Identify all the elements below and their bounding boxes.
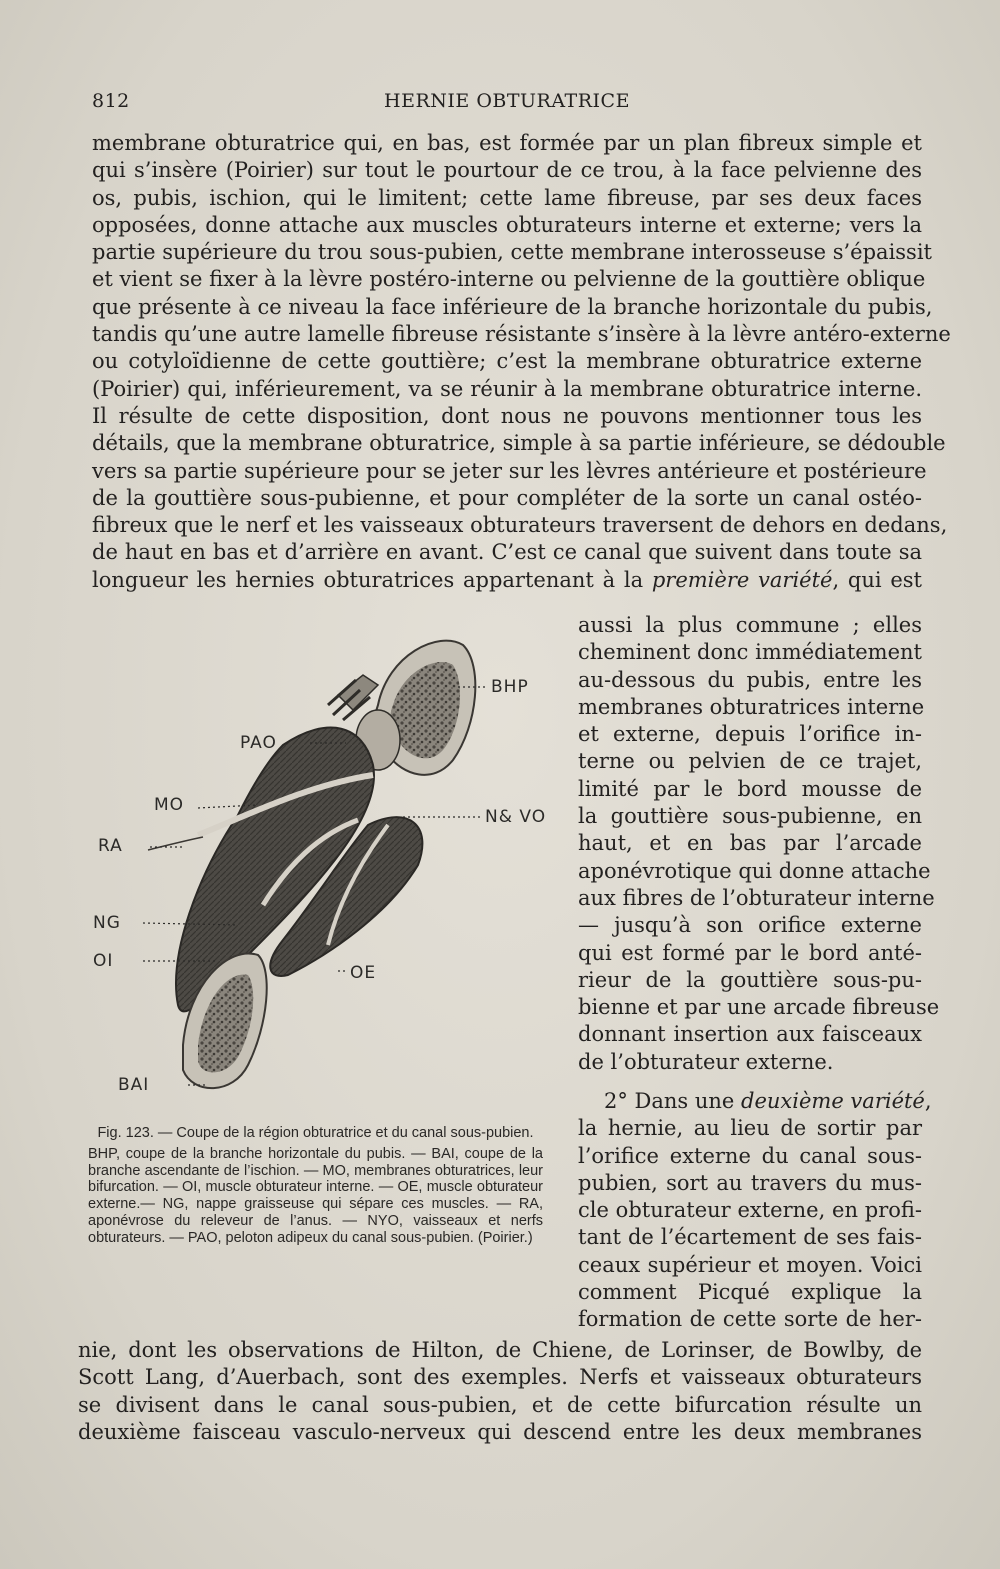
text-segment: 2° Dans une <box>604 1089 742 1113</box>
italic-term: première variété <box>651 567 833 592</box>
text-line: opposées, donne attache aux muscles obturateurs interne et externe; vers la <box>92 212 922 237</box>
label-ra: RA <box>98 836 123 856</box>
text-line: terne ou pelvien de ce trajet, <box>578 749 922 774</box>
text-line: et vient se fixer à la lèvre postéro-interne ou pelvienne de la gouttière oblique <box>92 267 926 292</box>
paragraph-4 <box>78 1337 922 1446</box>
text-line: de la gouttière sous-pubienne, et pour compléter de la sorte un canal ostéo- <box>92 485 922 510</box>
paragraph-3 <box>578 1088 932 1334</box>
text-line: tant de l’écartement de ses fais- <box>578 1225 922 1250</box>
text-line: au-dessous du pubis, entre les <box>578 667 922 692</box>
text-line: ceaux supérieur et moyen. Voici <box>578 1252 922 1277</box>
text-line: — jusqu’à son orifice externe <box>578 913 922 938</box>
text-line: ou cotyloïdienne de cette gouttière; c’est la membrane obturatrice externe <box>92 349 922 374</box>
text-segment: , <box>924 1089 932 1113</box>
paragraph-2 <box>578 612 940 1076</box>
figure-caption <box>88 1125 543 1247</box>
text-line: cle obturateur externe, en profi- <box>578 1198 922 1223</box>
text-line: rieur de la gouttière sous-pu- <box>578 967 922 992</box>
text-line: membrane obturatrice qui, en bas, est formée par un plan fibreux simple et <box>92 131 922 155</box>
text-line: limité par le bord mousse de <box>578 776 922 801</box>
label-ng: NG <box>93 913 121 933</box>
text-line: partie supérieure du trou sous-pubien, cette membrane interosseuse s’épaissit <box>92 240 932 265</box>
text-line: comment Picqué explique la <box>578 1280 922 1305</box>
text-line: nie, dont les observations de Hilton, de Chiene, de Lorinser, de Bowlby, de <box>78 1338 922 1362</box>
label-oe: OE <box>350 963 377 983</box>
text-segment: , qui est <box>832 567 922 592</box>
label-bhp: BHP <box>491 677 529 697</box>
text-line: se divisent dans le canal sous-pubien, et de cette bifurcation résulte un <box>78 1392 922 1417</box>
text-line: formation de cette sorte de her- <box>578 1307 922 1332</box>
label-oi: OI <box>93 951 114 971</box>
text-line: fibreux que le nerf et les vaisseaux obturateurs traversent de dehors en dedans, <box>92 513 948 538</box>
text-line: qui est formé par le bord anté- <box>578 940 922 965</box>
text-line: donnant insertion aux faisceaux <box>578 1022 922 1047</box>
text-line: aussi la plus commune ; elles <box>578 613 922 637</box>
text-line: pubien, sort au travers du mus- <box>578 1170 922 1195</box>
text-line: vers sa partie supérieure pour se jeter sur les lèvres antérieure et postérieure <box>92 458 927 483</box>
text-line: qui s’insère (Poirier) sur tout le pourtour de ce trou, à la face pelvienne des <box>92 158 922 183</box>
text-line: de l’obturateur externe. <box>578 1049 834 1074</box>
text-line: la gouttière sous-pubienne, en <box>578 804 922 829</box>
text-line: Scott Lang, d’Auerbach, sont des exemples. Nerfs et vaisseaux obturateurs <box>78 1365 922 1390</box>
caption-legend: BHP, coupe de la branche horizontale du pubis. — BAI, coupe de la branche ascendante de l’ischion. — MO, membranes obturatrices, leur bifurcation. — OI, muscle obturateur interne. — OE, muscle obturateur externe.— NG, nappe graisseuse qui sépare ces muscles. — RA, aponévrose du releveur de l’anus. — NYO, vaisseaux et nerfs obturateurs. — PAO, peloton adipeux du canal sous-pubien. (Poirier.) <box>88 1145 543 1246</box>
label-pao: PAO <box>240 733 277 753</box>
label-nvo: N& VO <box>485 807 547 827</box>
text-line: de haut en bas et d’arrière en avant. C’est ce canal que suivent dans toute sa <box>92 540 922 565</box>
text-line: tandis qu’une autre lamelle fibreuse résistante s’insère à la lèvre antéro-externe <box>92 322 951 347</box>
page-number: 812 <box>92 90 130 112</box>
text-line: bienne et par une arcade fibreuse <box>578 995 940 1020</box>
text-line: la hernie, au lieu de sortir par <box>578 1116 922 1141</box>
running-header <box>92 90 922 120</box>
paragraph-1 <box>92 130 951 610</box>
text-line: et externe, depuis l’orifice in- <box>578 722 922 747</box>
text-line: l’orifice externe du canal sous- <box>578 1143 922 1168</box>
text-segment: longueur les hernies obturatrices appartenant à la <box>92 567 652 592</box>
text-line-first <box>578 1088 932 1115</box>
running-title: HERNIE OBTURATRICE <box>384 90 630 112</box>
text-line-last <box>92 567 922 594</box>
italic-term: deuxième variété <box>741 1089 925 1113</box>
text-line: deuxième faisceau vasculo-nerveux qui descend entre les deux membranes <box>78 1419 922 1444</box>
anatomical-figure <box>88 625 558 1125</box>
text-line: aux fibres de l’obturateur interne <box>578 885 935 910</box>
figure-drawing <box>88 625 558 1125</box>
text-line: que présente à ce niveau la face inférieure de la branche horizontale du pubis, <box>92 294 933 319</box>
text-line: membranes obturatrices interne <box>578 694 925 719</box>
caption-title: Fig. 123. — Coupe de la région obturatrice et du canal sous-pubien. <box>97 1125 534 1141</box>
text-line: os, pubis, ischion, qui le limitent; cette lame fibreuse, par ses deux faces <box>92 185 922 210</box>
text-line: aponévrotique qui donne attache <box>578 858 931 883</box>
text-line: cheminent donc immédiatement <box>578 640 922 665</box>
label-bai: BAI <box>118 1075 150 1095</box>
text-line: Il résulte de cette disposition, dont nous ne pouvons mentionner tous les <box>92 403 922 428</box>
text-line: haut, et en bas par l’arcade <box>578 831 922 856</box>
label-mo: MO <box>154 795 185 815</box>
text-line: détails, que la membrane obturatrice, simple à sa partie inférieure, se dédouble <box>92 431 946 456</box>
text-line: (Poirier) qui, inférieurement, va se réunir à la membrane obturatrice interne. <box>92 376 922 401</box>
